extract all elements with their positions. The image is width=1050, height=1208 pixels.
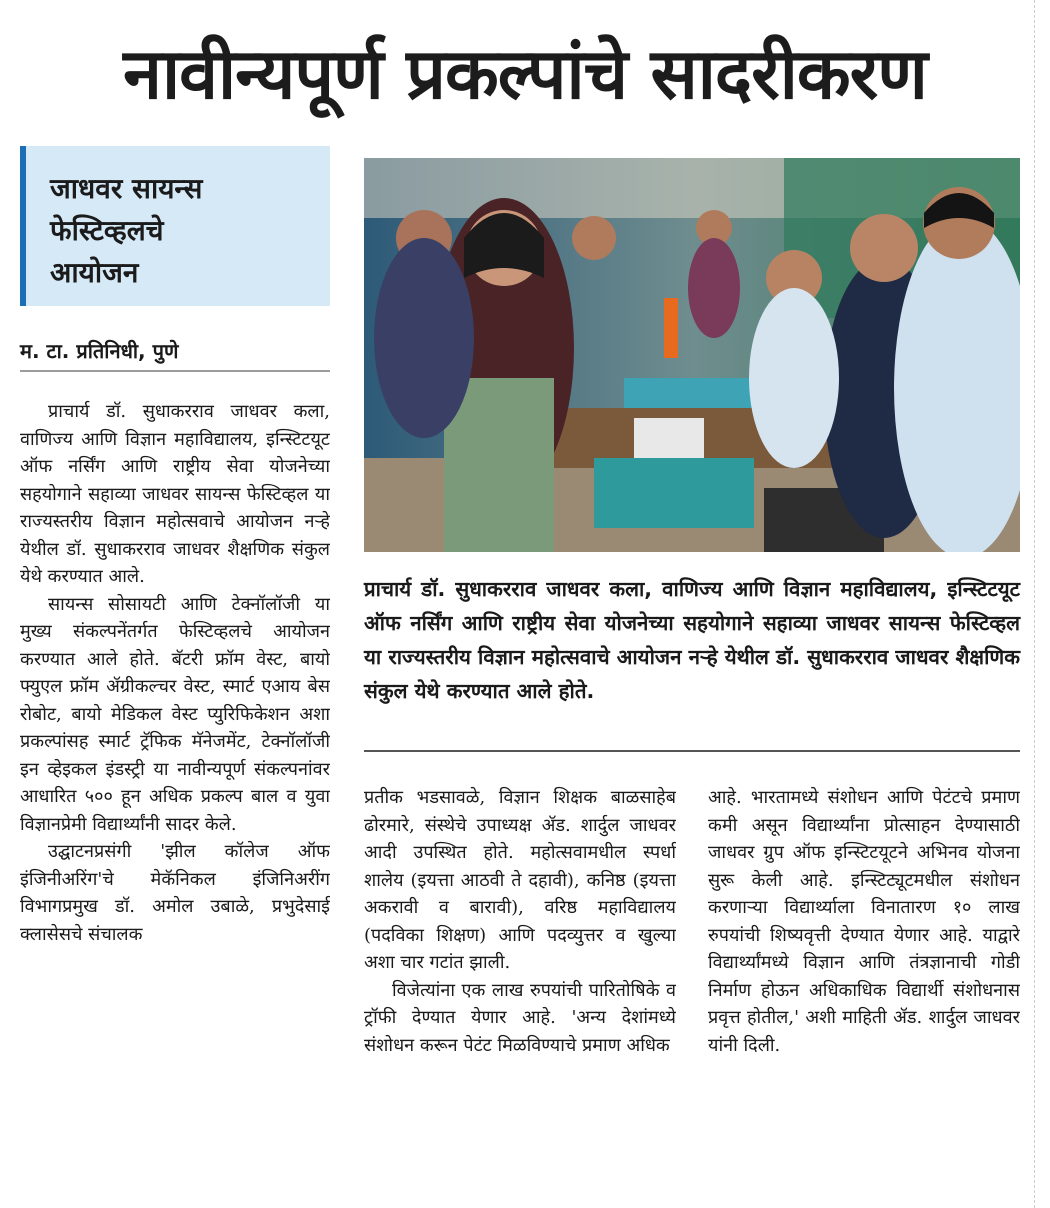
paragraph: उद्घाटनप्रसंगी 'झील कॉलेज ऑफ इंजिनीअरिंग'चे मेकॅनिकल इंजिनिअरींग विभागप्रमुख डॉ. अमोल उबाळे, प्रभुदेसाई क्लासेसचे संचालक (20, 841, 330, 945)
kicker-text: जाधवर सायन्स फेस्टिव्हलचे आयोजन (50, 172, 203, 289)
news-photo (364, 158, 1020, 552)
paragraph: प्रतीक भडसावळे, विज्ञान शिक्षक बाळसाहेब ढोरमारे, संस्थेचे उपाध्यक्ष ॲड. शार्दुल जाधवर आदी उपस्थित होते. महोत्सवामधील स्पर्धा शालेय (इयत्ता आठवी ते दहावी), कनिष्ठ (इयत्ता अकरावी व बारावी), वरिष्ठ महाविद्यालय (पदविका शिक्षण) आणि पदव्युत्तर व खुल्या अशा चार गटांत झाली. (364, 787, 676, 973)
paragraph: प्राचार्य डॉ. सुधाकरराव जाधवर कला, वाणिज्य आणि विज्ञान महाविद्यालय, इन्स्टिटयूट ऑफ नर्सिंग आणि राष्ट्रीय सेवा योजनेच्या सहयोगाने सहाव्या जाधवर सायन्स फेस्टिव्हल या राज्यस्तरीय विज्ञान महोत्सवाचे आयोजन नऱ्हे येथील डॉ. सुधाकरराव जाधवर शैक्षणिक संकुल येथे करण्यात आले. (20, 401, 330, 587)
paragraph: सायन्स सोसायटी आणि टेक्नॉलॉजी या मुख्य संकल्पनेंतर्गत फेस्टिव्हलचे आयोजन करण्यात आले होते. बॅटरी फ्रॉम वेस्ट, बायो फ्युएल फ्रॉम ॲग्रीकल्चर वेस्ट, स्मार्ट एआय बेस रोबोट, बायो मेडिकल वेस्ट प्युरिफिकेशन अशा प्रकल्पांसह स्मार्ट ट्रॅफिक मॅनेजमेंट, टेक्नॉलॉजी इन व्हेइकल इंडस्ट्री या नावीन्यपूर्ण संकल्पनांवर आधारित ५०० हून अधिक प्रकल्प बाल व युवा विज्ञानप्रेमी विद्यार्थ्यांनी सादर केले. (20, 593, 330, 835)
caption-divider (364, 750, 1020, 752)
headline: नावीन्यपूर्ण प्रकल्पांचे सादरीकरण (123, 33, 927, 115)
article-column-2 (364, 784, 676, 1204)
article-column-1 (20, 398, 330, 1198)
column-divider (1034, 0, 1036, 1208)
kicker-box (20, 146, 330, 306)
photo-caption: प्राचार्य डॉ. सुधाकरराव जाधवर कला, वाणिज्य आणि विज्ञान महाविद्यालय, इन्स्टिटयूट ऑफ नर्सिंग आणि राष्ट्रीय सेवा योजनेच्या सहयोगाने सहाव्या जाधवर सायन्स फेस्टिव्हल या राज्यस्तरीय विज्ञान महोत्सवाचे आयोजन नऱ्हे येथील डॉ. सुधाकरराव जाधवर शैक्षणिक संकुल येथे करण्यात आले होते. (364, 577, 1020, 703)
paragraph: विजेत्यांना एक लाख रुपयांची पारितोषिके व ट्रॉफी देण्यात येणार आहे. 'अन्य देशांमध्ये संशोधन करून पेटंट मिळविण्याचे प्रमाण अधिक (364, 979, 676, 1056)
paragraph: आहे. भारतामध्ये संशोधन आणि पेटंटचे प्रमाण कमी असून विद्यार्थ्यांना प्रोत्साहन देण्यासाठी जाधवर ग्रुप ऑफ इन्स्टिटयूटने अभिनव योजना सुरू केली आहे. इन्स्टिट्यूटमधील संशोधन करणाऱ्या विद्यार्थ्याला विनातारण १० लाख रुपयांची शिष्यवृत्ती देण्यात येणार आहे. याद्वारे विद्यार्थ्यांमध्ये विज्ञान आणि तंत्रज्ञानाची गोडी निर्माण होऊन अधिकाधिक विद्यार्थी संशोधनास प्रवृत्त होतील,' अशी माहिती ॲड. शार्दुल जाधवर यांनी दिली. (708, 787, 1020, 1056)
byline: म. टा. प्रतिनिधी, पुणे (20, 336, 330, 372)
science-fair-photo (364, 158, 1020, 552)
article-column-3 (708, 784, 1020, 1204)
